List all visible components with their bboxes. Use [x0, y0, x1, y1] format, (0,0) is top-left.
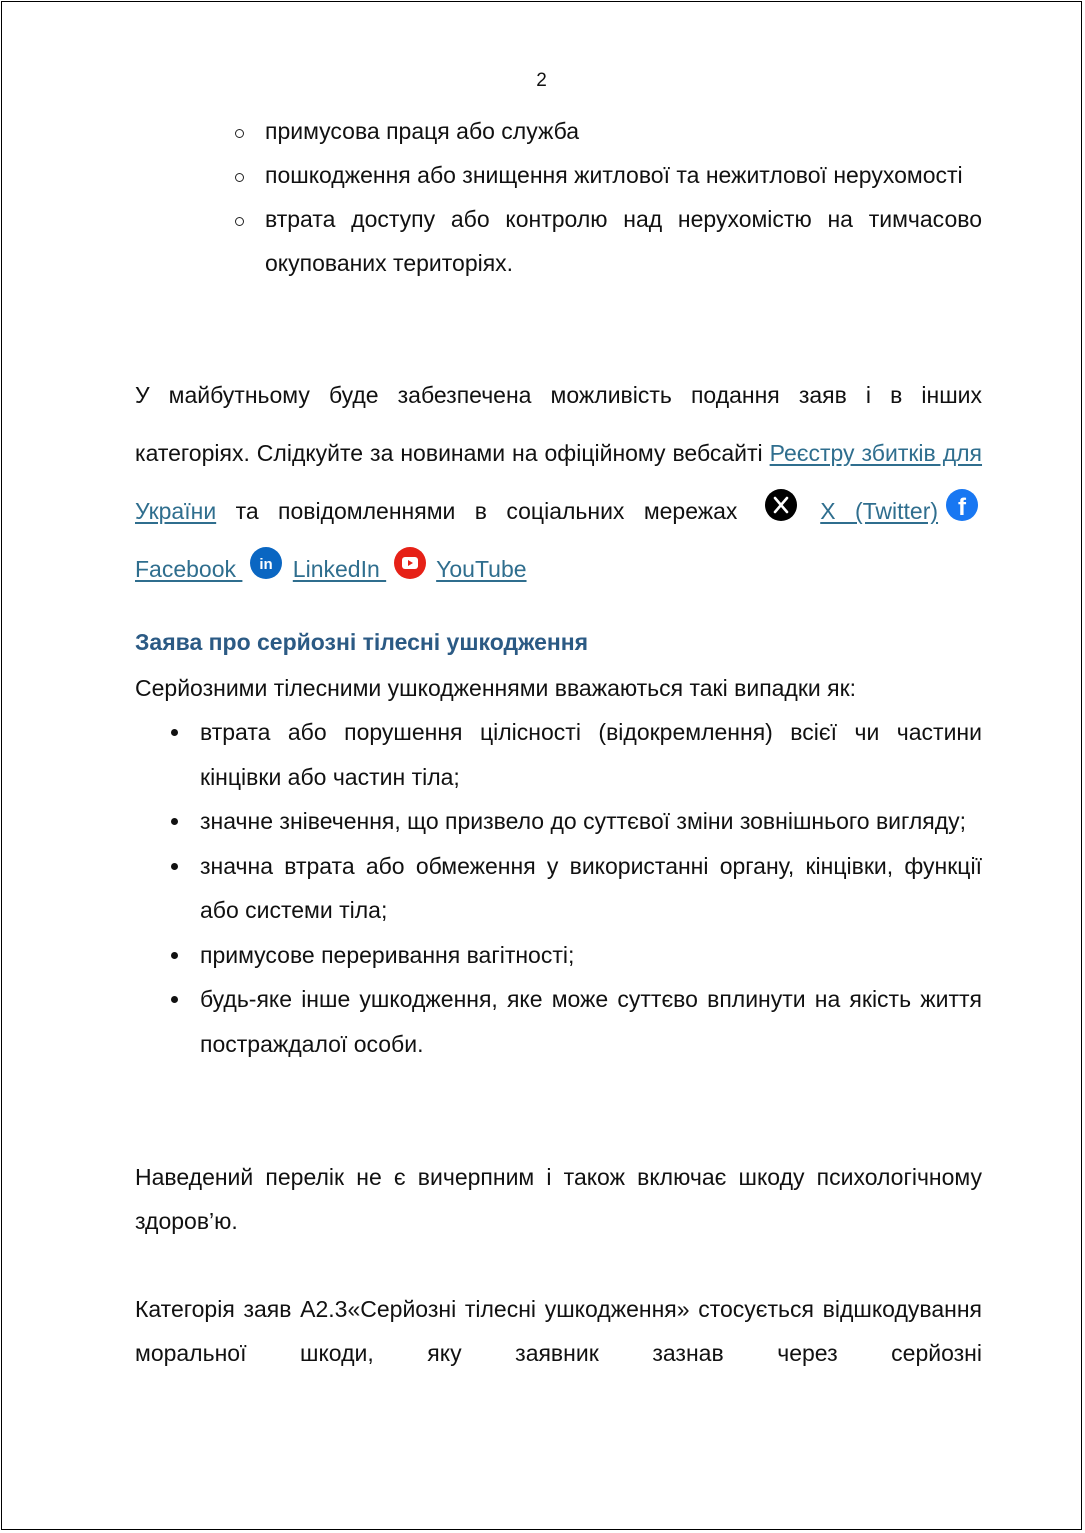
list-item: пошкодження або знищення житлової та нежитлової нерухомості [233, 153, 982, 197]
not-exhaustive-paragraph: Наведений перелік не є вичерпним і також включає шкоду психологічному здоров’ю. [135, 1164, 982, 1234]
list-item: втрата доступу або контролю над нерухомістю на тимчасово окупованих територіях. [233, 197, 982, 285]
list-item: примусове переривання вагітності; [167, 933, 982, 978]
registry-link[interactable]: Реєстру збитків для України [135, 440, 983, 524]
list-item: втрата або порушення цілісності (відокремлення) всієї чи частини кінцівки або частин тіла; [167, 710, 982, 799]
list-item: значне знівечення, що призвело до суттєвої зміни зовнішнього вигляду; [167, 799, 982, 844]
section-heading: Заява про серйозні тілесні ушкодження [135, 629, 589, 655]
paragraph-text: У майбутньому буде забезпечена можливість подання заяв і в інших категоріях. Слідкуйте за новинами на офіційному вебсайті [135, 382, 982, 466]
twitter-link[interactable]: X (Twitter) [820, 498, 939, 524]
list-item: будь-яке інше ушкодження, яке може суттєво вплинути на якість життя постраждалої особи. [167, 977, 982, 1066]
x-twitter-icon[interactable] [765, 489, 797, 521]
future-categories-paragraph [135, 366, 982, 598]
svg-text:in: in [259, 556, 274, 573]
paragraph-text: та повідомленнями в соціальних мережах [216, 498, 757, 524]
linkedin-icon[interactable] [250, 547, 282, 579]
youtube-icon[interactable] [394, 547, 426, 579]
injury-list [167, 710, 982, 1066]
list-item: значна втрата або обмеження у використанні органу, кінцівки, функції або системи тіла; [167, 844, 982, 933]
category-paragraph: Категорія заяв А2.3«Серйозні тілесні ушкодження» стосується відшкодування моральної шкоди, яку заявник зазнав через серйозні [135, 1296, 982, 1366]
damage-category-list [233, 109, 982, 285]
document-page [1, 1, 1082, 1530]
facebook-icon[interactable] [946, 489, 978, 521]
linkedin-link[interactable]: LinkedIn [292, 556, 387, 582]
facebook-link[interactable]: Facebook [135, 556, 243, 582]
youtube-link[interactable]: YouTube [436, 556, 527, 582]
intro-text: Серйозними тілесними ушкодженнями вважаються такі випадки як: [135, 675, 857, 701]
svg-text:f: f [958, 494, 967, 521]
page-number: 2 [536, 70, 547, 91]
list-item: примусова праця або служба [233, 109, 982, 153]
